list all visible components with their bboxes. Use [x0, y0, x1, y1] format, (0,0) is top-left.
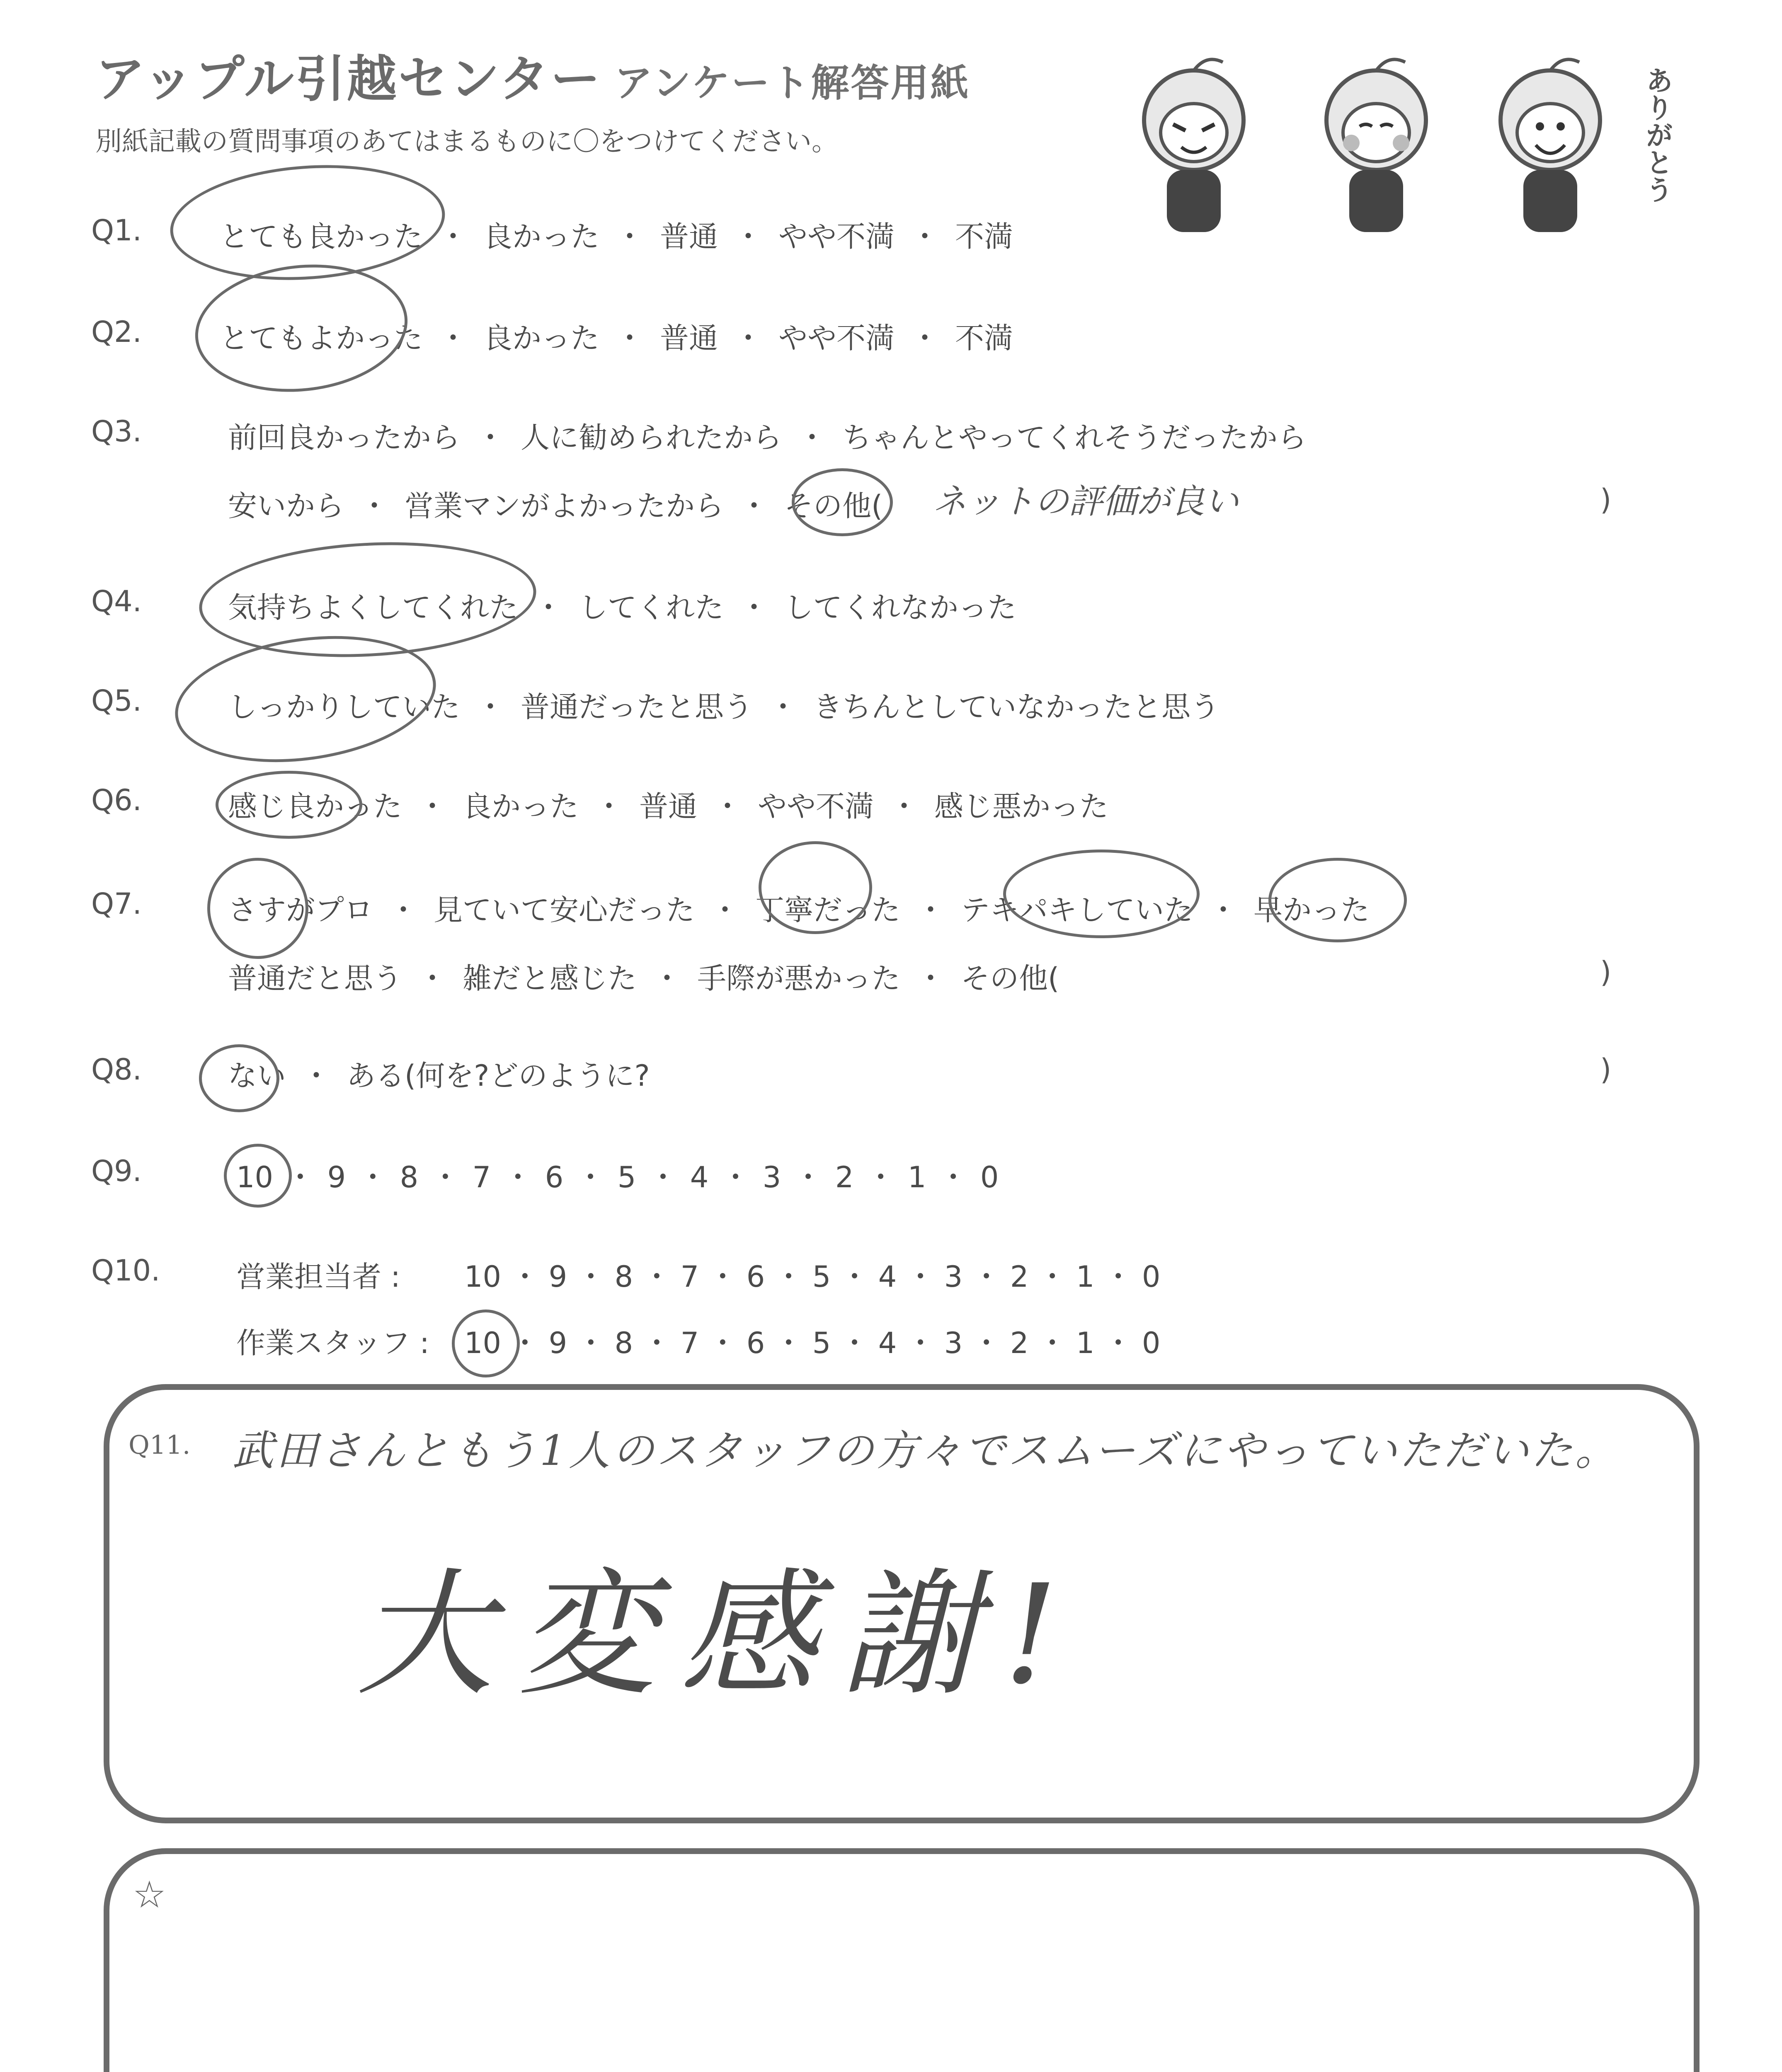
q7-option[interactable]: 丁寧だった	[755, 893, 900, 927]
q3-options-line2: 安いから ・ 営業マンがよかったから ・ その他(	[228, 489, 883, 523]
q6-options: 感じ良かった ・ 良かった ・ 普通 ・ やや不満 ・ 感じ悪かった	[228, 789, 1108, 823]
q9-scale[interactable]: 10 ・ 9 ・ 8 ・ 7 ・ 6 ・ 5 ・ 4 ・ 3 ・ 2 ・ 1 ・ 0	[236, 1160, 999, 1194]
answer-circle	[759, 841, 872, 934]
q6-option[interactable]: 良かった	[463, 789, 579, 823]
q3-option[interactable]: 安いから	[228, 489, 344, 523]
q4-option[interactable]: 気持ちよくしてくれた	[228, 591, 518, 625]
q4-option[interactable]: してくれた	[579, 591, 724, 625]
instruction-text: 別紙記載の質問事項のあてはまるものに〇をつけてください。	[95, 126, 838, 157]
q7-option[interactable]: 普通だと思う	[228, 961, 402, 995]
thanks-text: ありがとう	[1641, 66, 1673, 203]
q10-sales-scale[interactable]: 10 ・ 9 ・ 8 ・ 7 ・ 6 ・ 5 ・ 4 ・ 3 ・ 2 ・ 1 ・ 0	[464, 1260, 1161, 1294]
q4-option[interactable]: してくれなかった	[784, 591, 1016, 625]
form-subtitle: アンケート解答用紙	[614, 61, 970, 105]
q3-option[interactable]: 営業マンがよかったから	[405, 489, 724, 523]
q7-option[interactable]: 雑だと感じた	[463, 961, 637, 995]
q1-option[interactable]: 不満	[955, 220, 1013, 254]
q4-label: Q4.	[91, 584, 142, 618]
answer-circle	[199, 1044, 279, 1112]
q7-option[interactable]: 手際が悪かった	[697, 961, 900, 995]
q3-label: Q3.	[91, 414, 142, 448]
q1-option[interactable]: とても良かった	[220, 220, 423, 254]
q10-label: Q10.	[91, 1254, 160, 1288]
answer-circle	[189, 254, 414, 402]
q5-label: Q5.	[91, 684, 142, 718]
monkey-mascot-icon	[1310, 50, 1443, 249]
q6-option[interactable]: 感じ良かった	[228, 789, 402, 823]
q2-option[interactable]: 良かった	[483, 321, 599, 355]
q11-comment-line2[interactable]: 大変感謝!	[356, 1555, 1083, 1714]
q6-option[interactable]: やや不満	[758, 789, 874, 823]
q5-option[interactable]: しっかりしていた	[228, 690, 460, 724]
q1-option[interactable]: 普通	[660, 220, 718, 254]
q3-option[interactable]: その他(	[784, 489, 883, 523]
q7-label: Q7.	[91, 887, 142, 921]
q3-options-line1: 前回良かったから ・ 人に勧められたから ・ ちゃんとやってくれそうだったから	[228, 421, 1307, 455]
q11-comment-line1[interactable]: 武田さんともう1人のスタッフの方々でスムーズにやっていただいた。	[232, 1426, 1619, 1475]
monkey-mascot-icon	[1127, 50, 1260, 249]
q4-options: 気持ちよくしてくれた ・ してくれた ・ してくれなかった	[228, 591, 1016, 625]
star-icon: ☆	[133, 1873, 166, 1917]
q7-option[interactable]: さすがプロ	[228, 893, 373, 927]
answer-circle	[216, 771, 362, 839]
answer-circle	[792, 468, 893, 536]
q7-options-line2: 普通だと思う ・ 雑だと感じた ・ 手際が悪かった ・ その他(	[228, 961, 1060, 995]
answer-circle	[207, 858, 308, 959]
q7-option[interactable]: テキパキしていた	[961, 893, 1193, 927]
q8-option[interactable]: ない	[228, 1059, 286, 1093]
q5-options: しっかりしていた ・ 普通だったと思う ・ きちんとしていなかったと思う	[228, 690, 1220, 724]
answer-circle	[224, 1144, 292, 1208]
q7-close-paren: )	[1600, 955, 1612, 989]
q5-option[interactable]: 普通だったと思う	[521, 690, 753, 724]
q7-option[interactable]: その他(	[961, 961, 1060, 995]
q2-options: とてもよかった ・ 良かった ・ 普通 ・ やや不満 ・ 不満	[220, 321, 1013, 355]
q7-option[interactable]: 早かった	[1253, 893, 1370, 927]
company-name: アップル引越センター	[95, 51, 602, 108]
q7-option[interactable]: 見ていて安心だった	[434, 893, 695, 927]
q1-options: とても良かった ・ 良かった ・ 普通 ・ やや不満 ・ 不満	[220, 220, 1013, 254]
q7-options-line1: さすがプロ ・ 見ていて安心だった ・ 丁寧だった ・ テキパキしていた ・ 早かった	[228, 893, 1370, 927]
form-title	[95, 39, 970, 111]
q8-close-paren: )	[1600, 1053, 1612, 1087]
q10-staff-label: 作業スタッフ :	[236, 1326, 429, 1360]
q5-option[interactable]: きちんとしていなかったと思う	[813, 690, 1220, 724]
notes-box[interactable]	[104, 1848, 1700, 2072]
q8-option[interactable]: ある(何を?どのように?	[347, 1059, 650, 1093]
q6-label: Q6.	[91, 783, 142, 817]
answer-circle	[1268, 858, 1407, 942]
q1-label: Q1.	[91, 213, 142, 247]
q2-option[interactable]: とてもよかった	[220, 321, 423, 355]
q3-option[interactable]: 前回良かったから	[228, 421, 460, 455]
q6-option[interactable]: 感じ悪かった	[934, 789, 1108, 823]
q2-option[interactable]: 不満	[955, 321, 1013, 355]
monkey-mascot-icon	[1484, 50, 1617, 249]
q10-sales-label: 営業担当者 :	[236, 1260, 400, 1294]
q6-option[interactable]: 普通	[639, 789, 697, 823]
answer-circle	[452, 1310, 520, 1377]
q1-option[interactable]: 良かった	[483, 220, 599, 254]
q8-label: Q8.	[91, 1053, 142, 1087]
q3-close-paren: )	[1600, 483, 1612, 517]
answer-circle	[1003, 850, 1200, 938]
q2-option[interactable]: 普通	[660, 321, 718, 355]
q3-option[interactable]: 人に勧められたから	[521, 421, 782, 455]
q11-label: Q11.	[128, 1430, 191, 1460]
q3-option[interactable]: ちゃんとやってくれそうだったから	[842, 421, 1307, 455]
q1-option[interactable]: やや不満	[778, 220, 895, 254]
q9-label: Q9.	[91, 1154, 142, 1188]
q2-option[interactable]: やや不満	[778, 321, 895, 355]
q3-other-answer[interactable]: ネットの評価が良い	[933, 482, 1239, 521]
q8-options: ない ・ ある(何を?どのように?	[228, 1059, 650, 1093]
q2-label: Q2.	[91, 315, 142, 349]
q10-staff-scale[interactable]: 10 ・ 9 ・ 8 ・ 7 ・ 6 ・ 5 ・ 4 ・ 3 ・ 2 ・ 1 ・ 0	[464, 1326, 1161, 1360]
